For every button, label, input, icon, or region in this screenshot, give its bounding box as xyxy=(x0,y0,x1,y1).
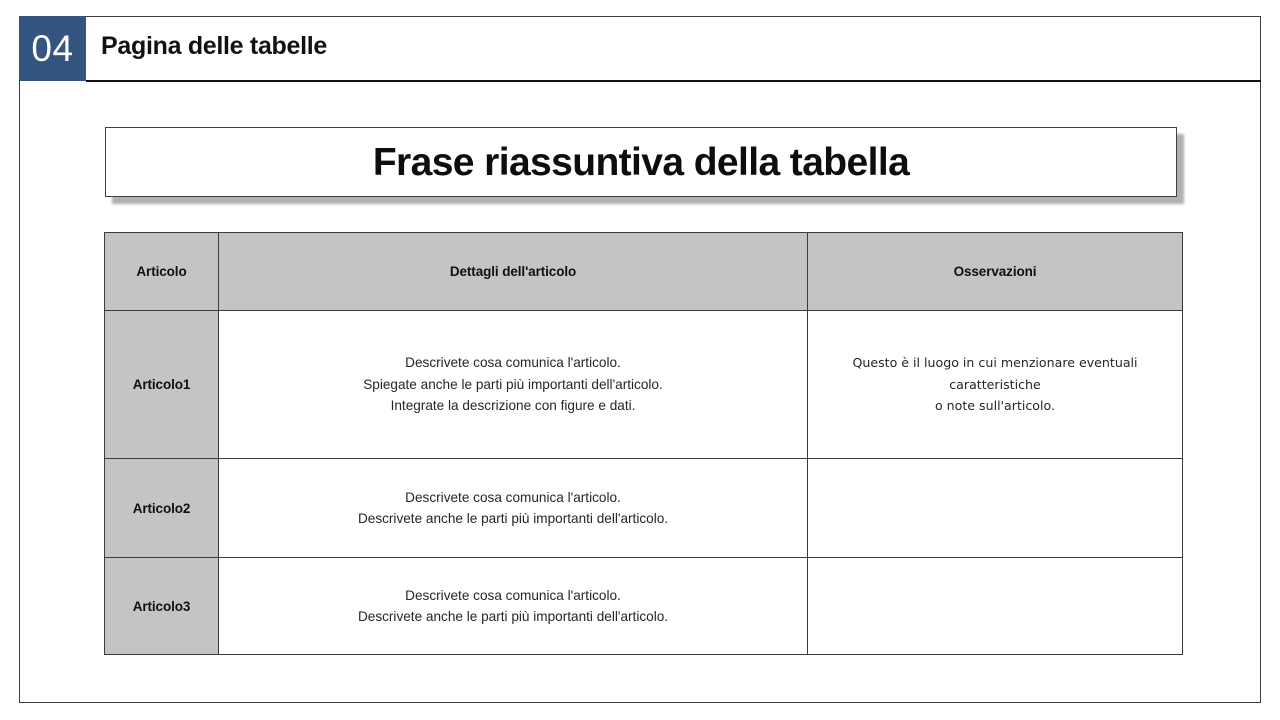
slide-header xyxy=(0,0,1280,84)
text-line: Questo è il luogo in cui menzionare eventuali caratteristiche xyxy=(852,355,1138,392)
table-row xyxy=(105,311,1183,459)
summary-title-text: Frase riassuntiva della tabella xyxy=(372,140,910,184)
text-line: Spiegate anche le parti più importanti dell'articolo. xyxy=(363,376,663,392)
table-row xyxy=(105,558,1183,655)
text-line: Descrivete cosa comunica l'articolo. xyxy=(405,355,621,371)
cell-item-name: Articolo2 xyxy=(105,459,219,558)
table-row xyxy=(105,459,1183,558)
table-body xyxy=(105,311,1183,655)
summary-title-box xyxy=(105,127,1177,197)
table-container xyxy=(104,232,1182,655)
cell-item-notes xyxy=(808,558,1183,655)
text-line: Descrivete anche le parti più importanti dell'articolo. xyxy=(357,511,669,526)
header-divider-rule xyxy=(86,80,1261,82)
table-header-row xyxy=(105,233,1183,311)
text-line: Descrivete cosa comunica l'articolo. xyxy=(405,587,621,603)
slide-number-badge xyxy=(19,16,86,81)
text-line: Integrate la descrizione con figure e dati. xyxy=(390,398,636,414)
cell-item-detail xyxy=(219,459,808,558)
articles-table xyxy=(104,232,1183,655)
page-title: Pagina delle tabelle xyxy=(101,32,328,60)
cell-item-detail xyxy=(219,311,808,459)
column-header-detail: Dettagli dell'articolo xyxy=(219,233,808,311)
cell-item-notes xyxy=(808,311,1183,459)
cell-item-name: Articolo1 xyxy=(105,311,219,459)
text-line: Descrivete cosa comunica l'articolo. xyxy=(405,489,621,505)
text-line: o note sull'articolo. xyxy=(934,398,1056,414)
text-line: Descrivete anche le parti più importanti dell'articolo. xyxy=(357,609,669,624)
summary-title-container xyxy=(105,127,1177,197)
cell-item-detail xyxy=(219,558,808,655)
cell-item-notes xyxy=(808,459,1183,558)
slide-number-text: 04 xyxy=(31,28,74,69)
table-head xyxy=(105,233,1183,311)
column-header-item: Articolo xyxy=(105,233,219,311)
cell-item-name: Articolo3 xyxy=(105,558,219,655)
column-header-notes: Osservazioni xyxy=(808,233,1183,311)
